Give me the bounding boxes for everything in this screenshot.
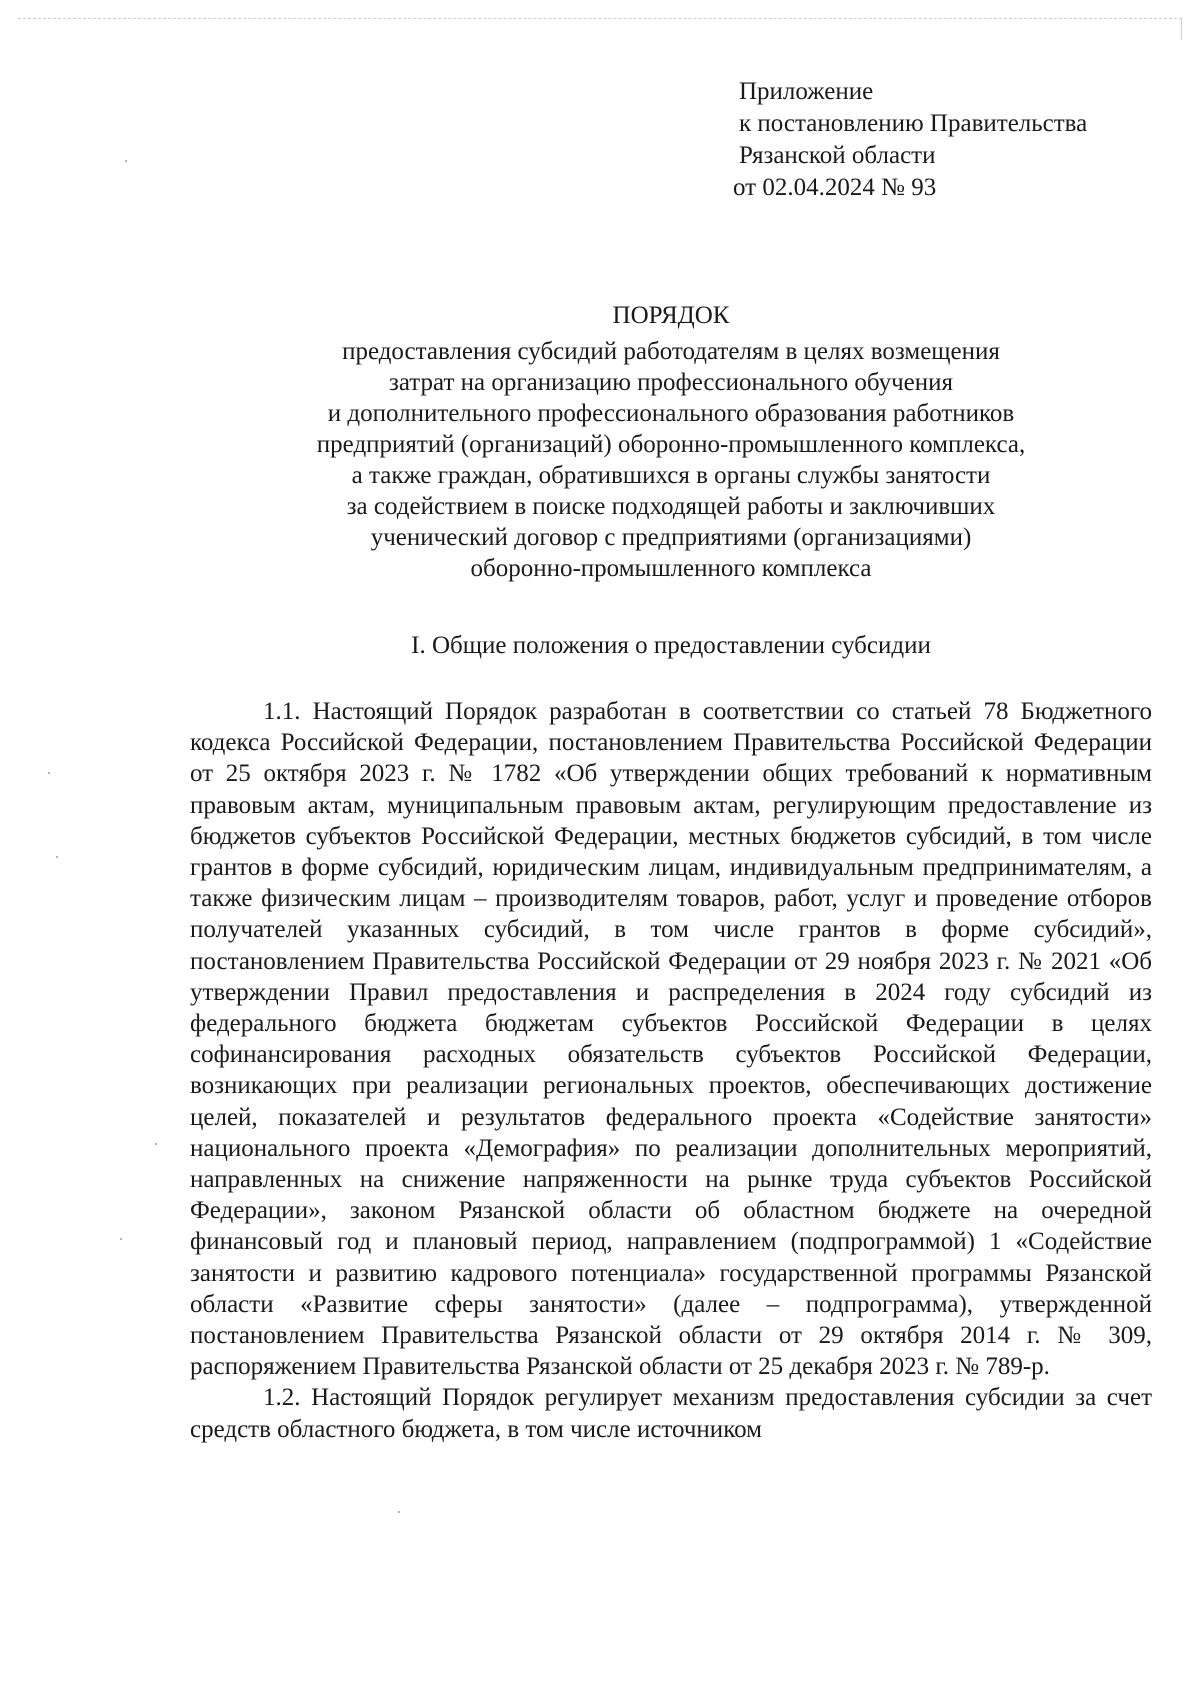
scan-speck bbox=[155, 1143, 157, 1145]
section-heading: I. Общие положения о предоставлении субсидии bbox=[411, 632, 931, 659]
paragraph-1-1: 1.1. Настоящий Порядок разработан в соответствии со статьей 78 Бюджетного кодекса Российской Федерации, постановлением Правительства Российской Федерации от 25 октября 2023 г. № 1782 «Об утверждении общих требований к нормативным правовым актам, муниципальным правовым актам, регулирующим предоставление из бюджетов субъектов Российской Федерации, местных бюджетов субсидий, в том числе грантов в форме субсидий, юридическим лицам, индивидуальным предпринимателям, а также физическим лицам – производителям товаров, работ, услуг и проведение отборов получателей указанных субсидий, в том числе грантов в форме субсидий», постановлением Правительства Российской Федерации от 29 ноября 2023 г. № 2021 «Об утверждении Правил предоставления и распределения в 2024 году субсидий из федерального бюджета бюджетам субъектов Российской Федерации в целях софинансирования расходных обязательств субъектов Российской Федерации, возникающих при реализации региональных проектов, обеспечивающих достижение целей, показателей и результатов федерального проекта «Содействие занятости» национального проекта «Демография» по реализации дополнительных мероприятий, направленных на снижение напряженности на рынке труда субъектов Российской Федерации», законом Рязанской области об областном бюджете на очередной финансовый год и плановый период, направлением (подпрограммой) 1 «Содействие занятости и развитию кадрового потенциала» государственной программы Рязанской области «Развитие сферы занятости» (далее – подпрограмма), утвержденной постановлением Правительства Рязанской области от 29 октября 2014 г. № 309, распоряжением Правительства Рязанской области от 25 декабря 2023 г. № 789-р. bbox=[190, 698, 1152, 1381]
scan-corner-artifact bbox=[1181, 18, 1182, 40]
appendix-date-number: от 02.04.2024 № 93 bbox=[733, 174, 937, 201]
scan-speck bbox=[48, 772, 50, 774]
title-line: за содействием в поиске подходящей работы и заключивших bbox=[346, 493, 996, 520]
document-title-block bbox=[190, 300, 1152, 584]
title-line: предприятий (организаций) оборонно-промышленного комплекса, bbox=[316, 431, 1026, 458]
appendix-label: Приложение bbox=[739, 78, 874, 105]
document-body bbox=[190, 696, 1152, 1445]
appendix-region: Рязанской области bbox=[739, 142, 936, 169]
scan-border-artifact bbox=[18, 18, 1182, 19]
title-line: предоставления субсидий работодателям в целях возмещения bbox=[342, 338, 1000, 365]
title-line: затрат на организацию профессионального обучения bbox=[388, 369, 954, 396]
appendix-resolution: к постановлению Правительства bbox=[739, 110, 1088, 137]
title-line: а также граждан, обратившихся в органы службы занятости bbox=[351, 462, 991, 489]
title-line: ученический договор с предприятиями (организациями) bbox=[370, 524, 972, 551]
scan-speck bbox=[125, 160, 127, 162]
paragraph-1-2: 1.2. Настоящий Порядок регулирует механизм предоставления субсидии за счет средств областного бюджета, в том числе источником bbox=[190, 1384, 1152, 1443]
title-line: оборонно-промышленного комплекса bbox=[470, 555, 872, 582]
document-title: ПОРЯДОК bbox=[612, 302, 730, 329]
scan-speck bbox=[398, 1511, 400, 1513]
scan-speck bbox=[120, 1238, 122, 1240]
appendix-block bbox=[733, 76, 1088, 204]
title-line: и дополнительного профессионального образования работников bbox=[327, 400, 1015, 427]
scan-speck bbox=[56, 856, 58, 858]
